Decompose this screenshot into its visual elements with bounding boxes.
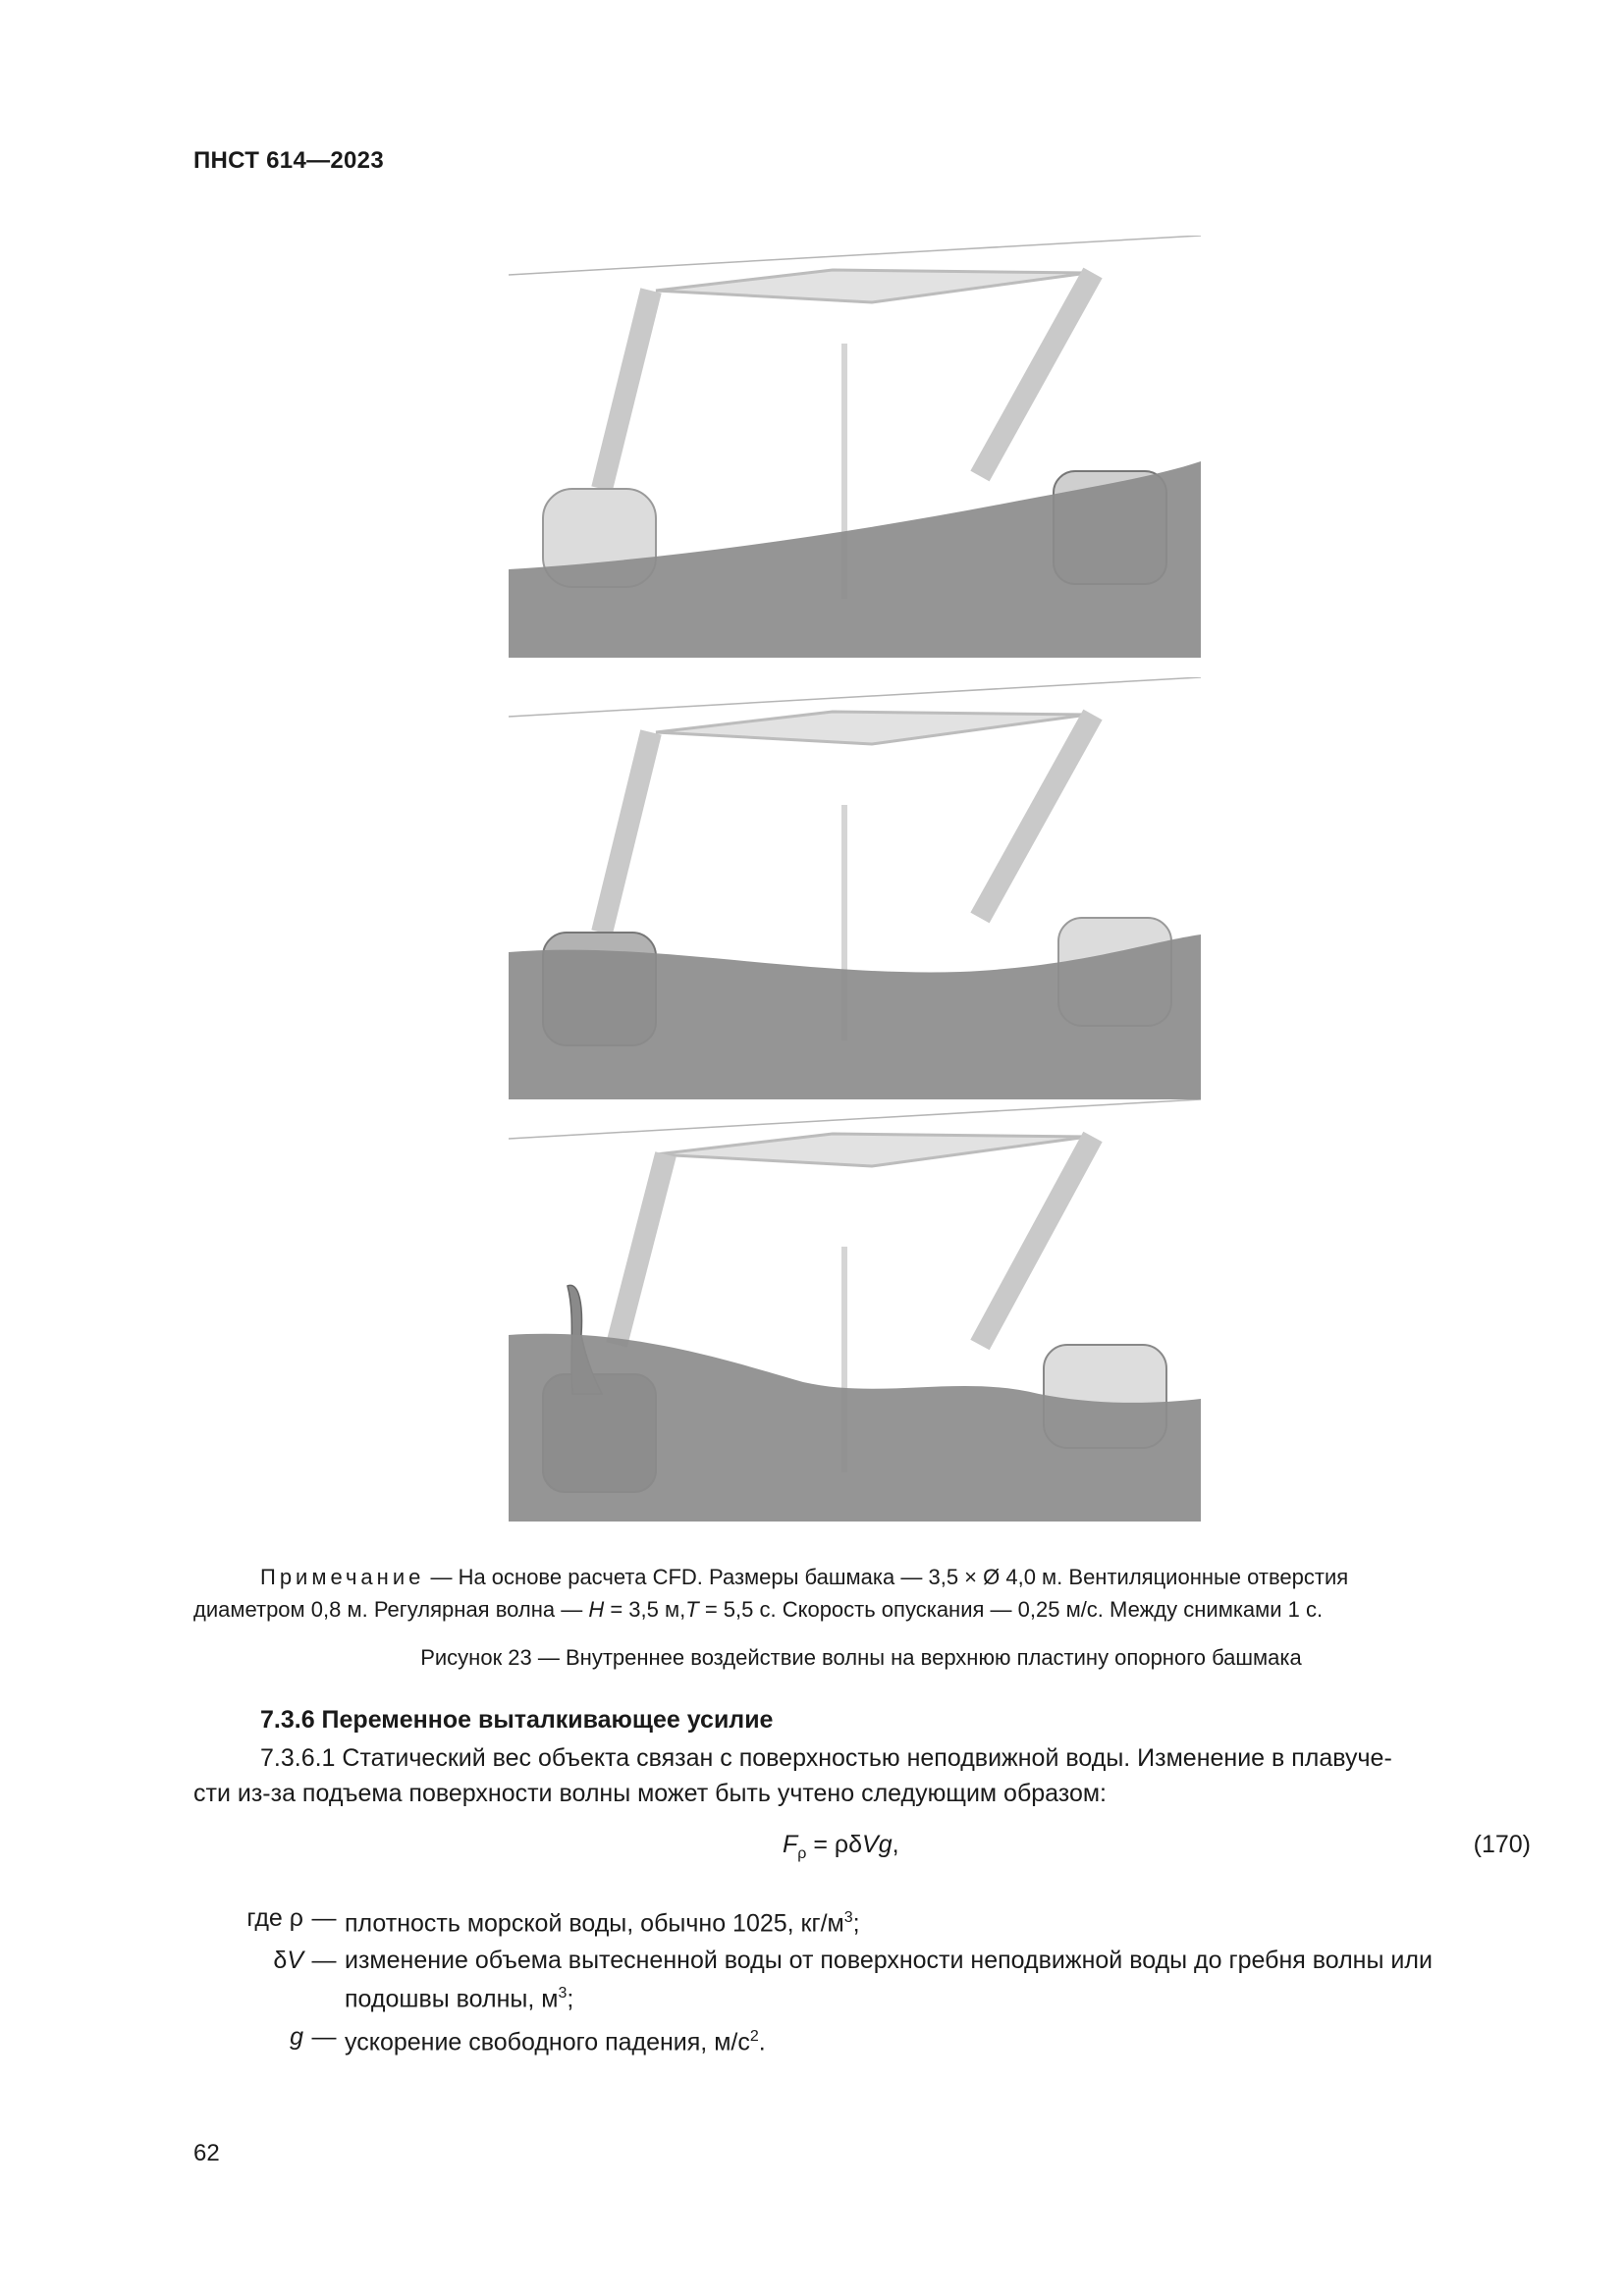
definition-g: g — ускорение свободного падения, $м/с^2$. <box>193 2020 1531 2058</box>
formula-170 <box>193 1831 1531 1870</box>
definition-symbol: δV <box>273 1947 303 1975</box>
paragraph-line-2: сти из-за подъема поверхности волны может быть учтено следующим образом: <box>193 1780 1108 1807</box>
figure-note <box>193 1561 1529 1626</box>
definition-text: изменение объема вытесненной воды от поверхности неподвижной воды до гребня волны или подошвы волны, м <box>345 1947 1433 2013</box>
formula-rhs-pre: = ρδ <box>806 1831 863 1858</box>
note-text-2c: = 5,5 с. Скорость опускания — 0,25 м/с. Между снимками 1 с. <box>698 1597 1324 1622</box>
page-number: 62 <box>193 2140 220 2166</box>
definition-text: ускорение свободного падения, м/с <box>345 2027 750 2056</box>
note-var-T: T <box>685 1597 699 1622</box>
document-header: ПНСТ 614—2023 <box>193 147 384 174</box>
left-leg <box>617 1154 666 1345</box>
cfd-frame-2 <box>509 677 1201 1099</box>
formula-number: (170) <box>1473 1831 1531 1858</box>
section-title: 7.3.6 Переменное выталкивающее усилие <box>260 1706 774 1734</box>
definition-symbol: g <box>290 2022 303 2051</box>
cfd-frame-3 <box>509 1099 1201 1522</box>
cfd-frame-1 <box>509 236 1201 658</box>
formula-F: F <box>783 1831 798 1858</box>
deck-frame <box>656 270 1088 302</box>
water-surface <box>509 934 1201 1099</box>
right-leg <box>980 1137 1093 1345</box>
figure-caption: Рисунок 23 — Внутреннее воздействие волны на верхнюю пластину опорного башмака <box>420 1645 1302 1670</box>
note-text-1: — На основе расчета CFD. Размеры башмака — 3,5 × Ø 4,0 м. Вентиляционные отверстия <box>424 1565 1349 1589</box>
deck-frame <box>656 1134 1088 1166</box>
left-leg <box>602 291 651 489</box>
definitions-list <box>193 1901 1531 2062</box>
note-text-2b: = 3,5 м, <box>604 1597 686 1622</box>
formula-end: , <box>892 1831 899 1858</box>
left-leg <box>602 732 651 933</box>
note-text-2a: диаметром 0,8 м. Регулярная волна — <box>193 1597 589 1622</box>
deck-frame <box>656 712 1088 744</box>
paragraph-line-1: 7.3.6.1 Статический вес объекта связан с поверхностью неподвижной воды. Изменение в плавуче- <box>260 1744 1392 1772</box>
definition-rho: где ρ — плотность морской воды, обычно 1025, $кг/м^3$; <box>193 1901 1531 1940</box>
definition-text: плотность морской воды, обычно 1025, кг/м <box>345 1909 844 1938</box>
note-label: Примечание <box>260 1565 425 1589</box>
note-var-H: H <box>588 1597 605 1622</box>
figure-panel-3 <box>509 1099 1201 1522</box>
right-leg <box>980 715 1093 918</box>
figure-panel-2 <box>509 677 1201 1099</box>
formula-V: V <box>862 1831 879 1858</box>
formula-sub: ρ <box>797 1845 807 1862</box>
formula-g: g <box>878 1831 893 1858</box>
definition-dV: δV — изменение объема вытесненной воды от поверхности неподвижной воды до гребня волны или подошвы волны, $м^3$; <box>193 1944 1531 2015</box>
right-leg <box>980 273 1093 476</box>
formula-expression <box>783 1831 899 1863</box>
figure-panel-1 <box>509 236 1201 658</box>
definition-symbol: где ρ <box>246 1904 303 1932</box>
section-paragraph <box>193 1740 1531 1811</box>
